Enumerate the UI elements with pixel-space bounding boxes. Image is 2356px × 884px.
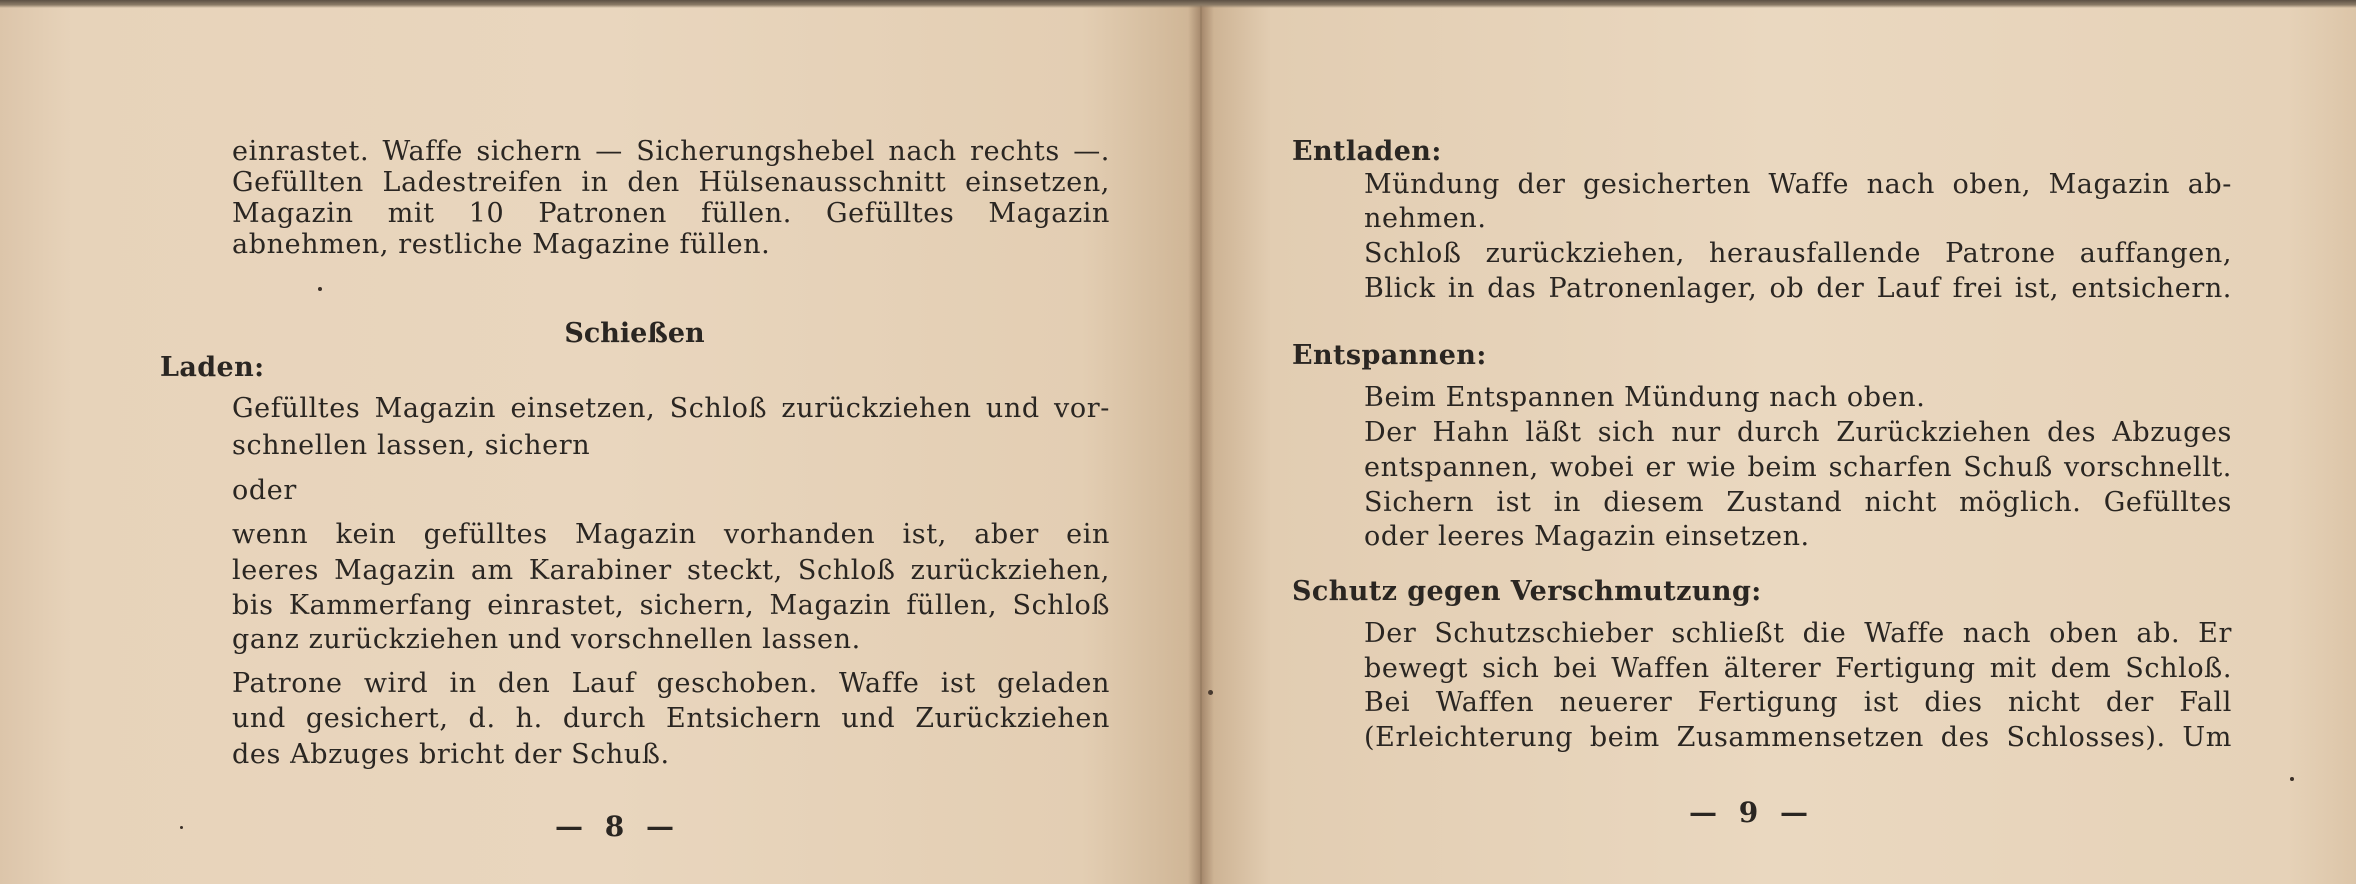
entspannen-heading: Entspannen: <box>1292 340 1487 371</box>
text-line: schnellen lassen, sichern <box>232 430 591 461</box>
text-line: und gesichert, d. h. durch Entsichern und Zurückziehen <box>232 703 1110 734</box>
book-gutter <box>1188 0 1214 884</box>
text-line: Bei Waffen neuerer Fertigung ist dies nicht der Fall <box>1364 687 2232 718</box>
text-line: einrastet. Waffe sichern — Sicherungshebel nach rechts —. <box>232 136 1110 167</box>
page-number: — 8 — <box>555 810 680 843</box>
text-line: Blick in das Patronenlager, ob der Lauf frei ist, entsichern. <box>1364 273 2232 304</box>
page-top-edge <box>0 0 2356 8</box>
text-line: abnehmen, restliche Magazine füllen. <box>232 229 771 260</box>
text-line: wenn kein gefülltes Magazin vorhanden ist, aber ein <box>232 519 1110 550</box>
text-line: Schloß zurückziehen, herausfallende Patrone auffangen, <box>1364 238 2232 269</box>
text-line: Beim Entspannen Mündung nach oben. <box>1364 382 1926 413</box>
page-number: — 9 — <box>1689 796 1814 829</box>
paper-speck <box>180 826 183 829</box>
text-line: leeres Magazin am Karabiner steckt, Schloß zurückziehen, <box>232 555 1110 586</box>
text-line: Magazin mit 10 Patronen füllen. Gefülltes Magazin <box>232 198 1110 229</box>
text-line: Mündung der gesicherten Waffe nach oben, Magazin ab- <box>1364 169 2232 200</box>
text-line: oder <box>232 475 297 506</box>
text-line: Gefüllten Ladestreifen in den Hülsenausschnitt einsetzen, <box>232 167 1110 198</box>
text-line: oder leeres Magazin einsetzen. <box>1364 521 1810 552</box>
text-line: Patrone wird in den Lauf geschoben. Waffe ist geladen <box>232 668 1110 699</box>
section-title: Schießen <box>564 318 705 349</box>
text-line: Gefülltes Magazin einsetzen, Schloß zurückziehen und vor- <box>232 393 1110 424</box>
text-line: Der Schutzschieber schließt die Waffe nach oben ab. Er <box>1364 618 2232 649</box>
paper-speck <box>2290 777 2294 781</box>
text-line: Der Hahn läßt sich nur durch Zurückziehen des Abzuges <box>1364 417 2232 448</box>
text-line: bis Kammerfang einrastet, sichern, Magazin füllen, Schloß <box>232 590 1110 621</box>
paper-speck <box>318 287 322 291</box>
text-line: (Erleichterung beim Zusammensetzen des Schlosses). Um <box>1364 722 2232 753</box>
text-line: nehmen. <box>1364 203 1487 234</box>
text-line: entspannen, wobei er wie beim scharfen Schuß vorschnellt. <box>1364 452 2232 483</box>
text-line: ganz zurückziehen und vorschnellen lassen. <box>232 624 861 655</box>
text-line: des Abzuges bricht der Schuß. <box>232 739 670 770</box>
text-line: bewegt sich bei Waffen älterer Fertigung mit dem Schloß. <box>1364 653 2232 684</box>
right-page <box>1202 0 2356 884</box>
laden-heading: Laden: <box>160 352 265 383</box>
text-line: Sichern ist in diesem Zustand nicht möglich. Gefülltes <box>1364 487 2232 518</box>
entladen-heading: Entladen: <box>1292 136 1442 167</box>
schutz-heading: Schutz gegen Verschmutzung: <box>1292 576 1762 607</box>
